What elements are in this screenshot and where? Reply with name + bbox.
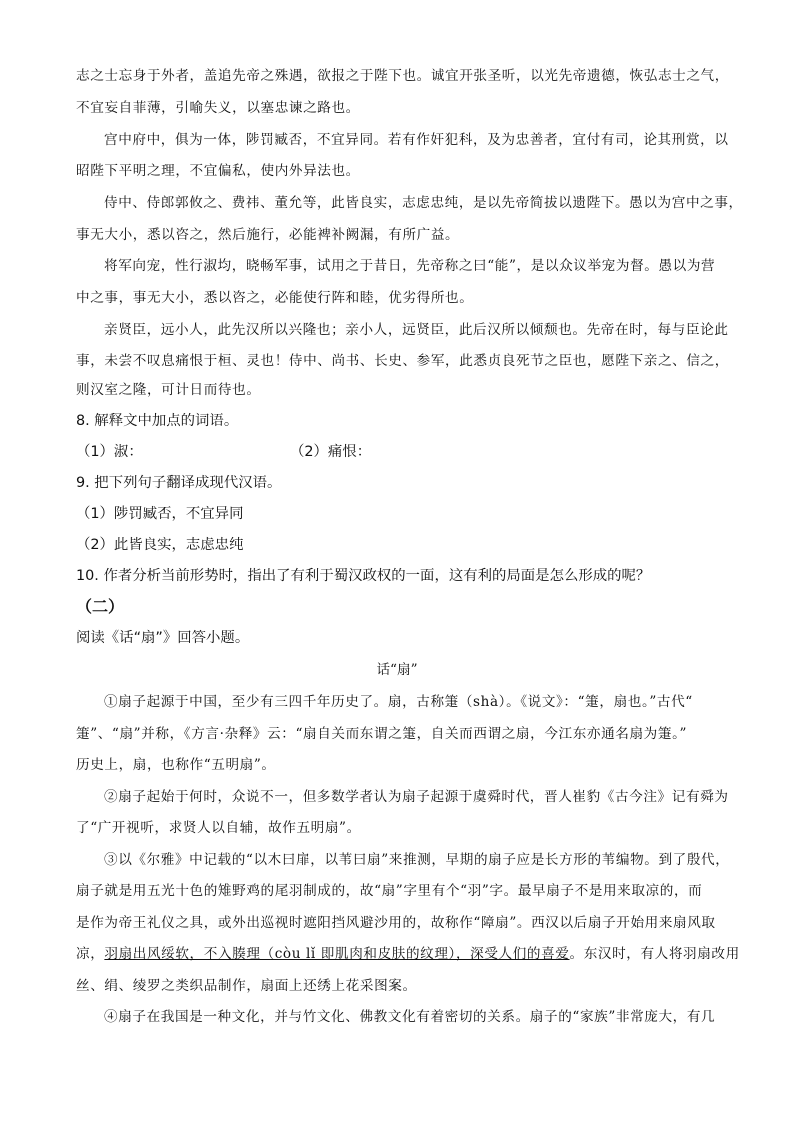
- article-line: 历史上，扇，也称作“五明扇”。: [76, 757, 276, 773]
- passage-line: 昭陛下平明之理，不宜偏私，使内外异法也。: [76, 163, 360, 179]
- passage-line: 中之事，事无大小，悉以咨之，必能使行阵和睦，优劣得所也。: [76, 290, 474, 306]
- question-8-item-1: （1）淑：: [76, 444, 143, 460]
- article-line: [76, 944, 740, 964]
- passage-line: 事，未尝不叹息痛恨于桓、灵也！侍中、尚书、长史、参军，此悉贞良死节之臣也，愿陛下亲之、信之，: [76, 353, 729, 369]
- question-10: 10. 作者分析当前形势时，指出了有利于蜀汉政权的一面，这有利的局面是怎么形成的呢？: [76, 568, 651, 584]
- underlined-sentence: 羽扇出风绥软，不入腠理（còu lǐ 即肌肉和皮肤的纹理），深受人们的喜爱: [104, 946, 570, 962]
- passage-line: 事无大小，悉以咨之，然后施行，必能裨补阙漏，有所广益。: [76, 227, 460, 243]
- question-9-item-1: （1）陟罚臧否，不宜异同: [76, 506, 244, 522]
- question-8-item-2: （2）痛恨：: [290, 444, 372, 460]
- article-line: 了“广开视听，求贤人以自辅，故作五明扇”。: [76, 820, 361, 836]
- article-line: ②扇子起始于何时，众说不一，但多数学者认为扇子起源于虞舜时代，晋人崔豹《古今注》记有舜为: [104, 789, 729, 805]
- article-line: 丝、绢、绫罗之类织品制作，扇面上还绣上花采图案。: [76, 978, 417, 994]
- passage-line: 亲贤臣，远小人，此先汉所以兴隆也；亲小人，远贤臣，此后汉所以倾颓也。先帝在时，每与臣论此: [104, 322, 729, 338]
- passage-line: 则汉室之隆，可计日而待也。: [76, 382, 261, 398]
- section-heading: （二）: [76, 597, 125, 616]
- passage-line: 不宜妄自菲薄，引喻失义，以塞忠谏之路也。: [76, 100, 360, 116]
- reading-instruction: 阅读《话“扇”》回答小题。: [76, 630, 250, 646]
- question-9-item-2: （2）此皆良实，志虑忠纯: [76, 537, 244, 553]
- article-line: ①扇子起源于中国，至少有三四千年历史了。扇，古称箑（shà）。《说文》：“箑，扇也。”古代“: [104, 694, 693, 710]
- article-line: ④扇子在我国是一种文化，并与竹文化、佛教文化有着密切的关系。扇子的“家族”非常庞大，有几: [104, 1009, 716, 1025]
- article-line: ③以《尔雅》中记载的“以木曰扉，以苇曰扇”来推测，早期的扇子应是长方形的苇编物。到了殷代，: [104, 852, 730, 868]
- article-line: 扇子就是用五光十色的雉野鸡的尾羽制成的，故“扇”字里有个“羽”字。最早扇子不是用来取凉的，而: [76, 883, 703, 899]
- passage-line: 将军向宠，性行淑均，晓畅军事，试用之于昔日，先帝称之曰“能”，是以众议举宠为督。愚以为营: [104, 258, 716, 274]
- question-8: 8. 解释文中加点的词语。: [76, 413, 239, 429]
- article-line: 是作为帝王礼仪之具，或外出巡视时遮阳挡风避沙用的，故称作“障扇”。西汉以后扇子开始用来扇风取: [76, 915, 716, 931]
- passage-line: 侍中、侍郎郭攸之、费祎、董允等，此皆良实，志虑忠纯，是以先帝简拔以遗陛下。愚以为宫中之事，: [104, 195, 743, 211]
- article-title: 话“扇”: [376, 662, 418, 678]
- question-9: 9. 把下列句子翻译成现代汉语。: [76, 475, 282, 491]
- article-line: 箑”、“扇”并称，《方言·杂释》云：“扇自关而东谓之箑，自关而西谓之扇，今江东亦通名扇为箑。”: [76, 726, 688, 742]
- passage-line: 宫中府中，俱为一体，陟罚臧否，不宜异同。若有作奸犯科，及为忠善者，宜付有司，论其刑赏，以: [104, 132, 729, 148]
- article-text: 凉，: [76, 946, 105, 962]
- article-text: 。东汉时，有人将羽扇改用: [569, 946, 740, 962]
- passage-line: 志之士忘身于外者，盖追先帝之殊遇，欲报之于陛下也。诚宜开张圣听，以光先帝遗德，恢弘志士之气，: [76, 68, 729, 84]
